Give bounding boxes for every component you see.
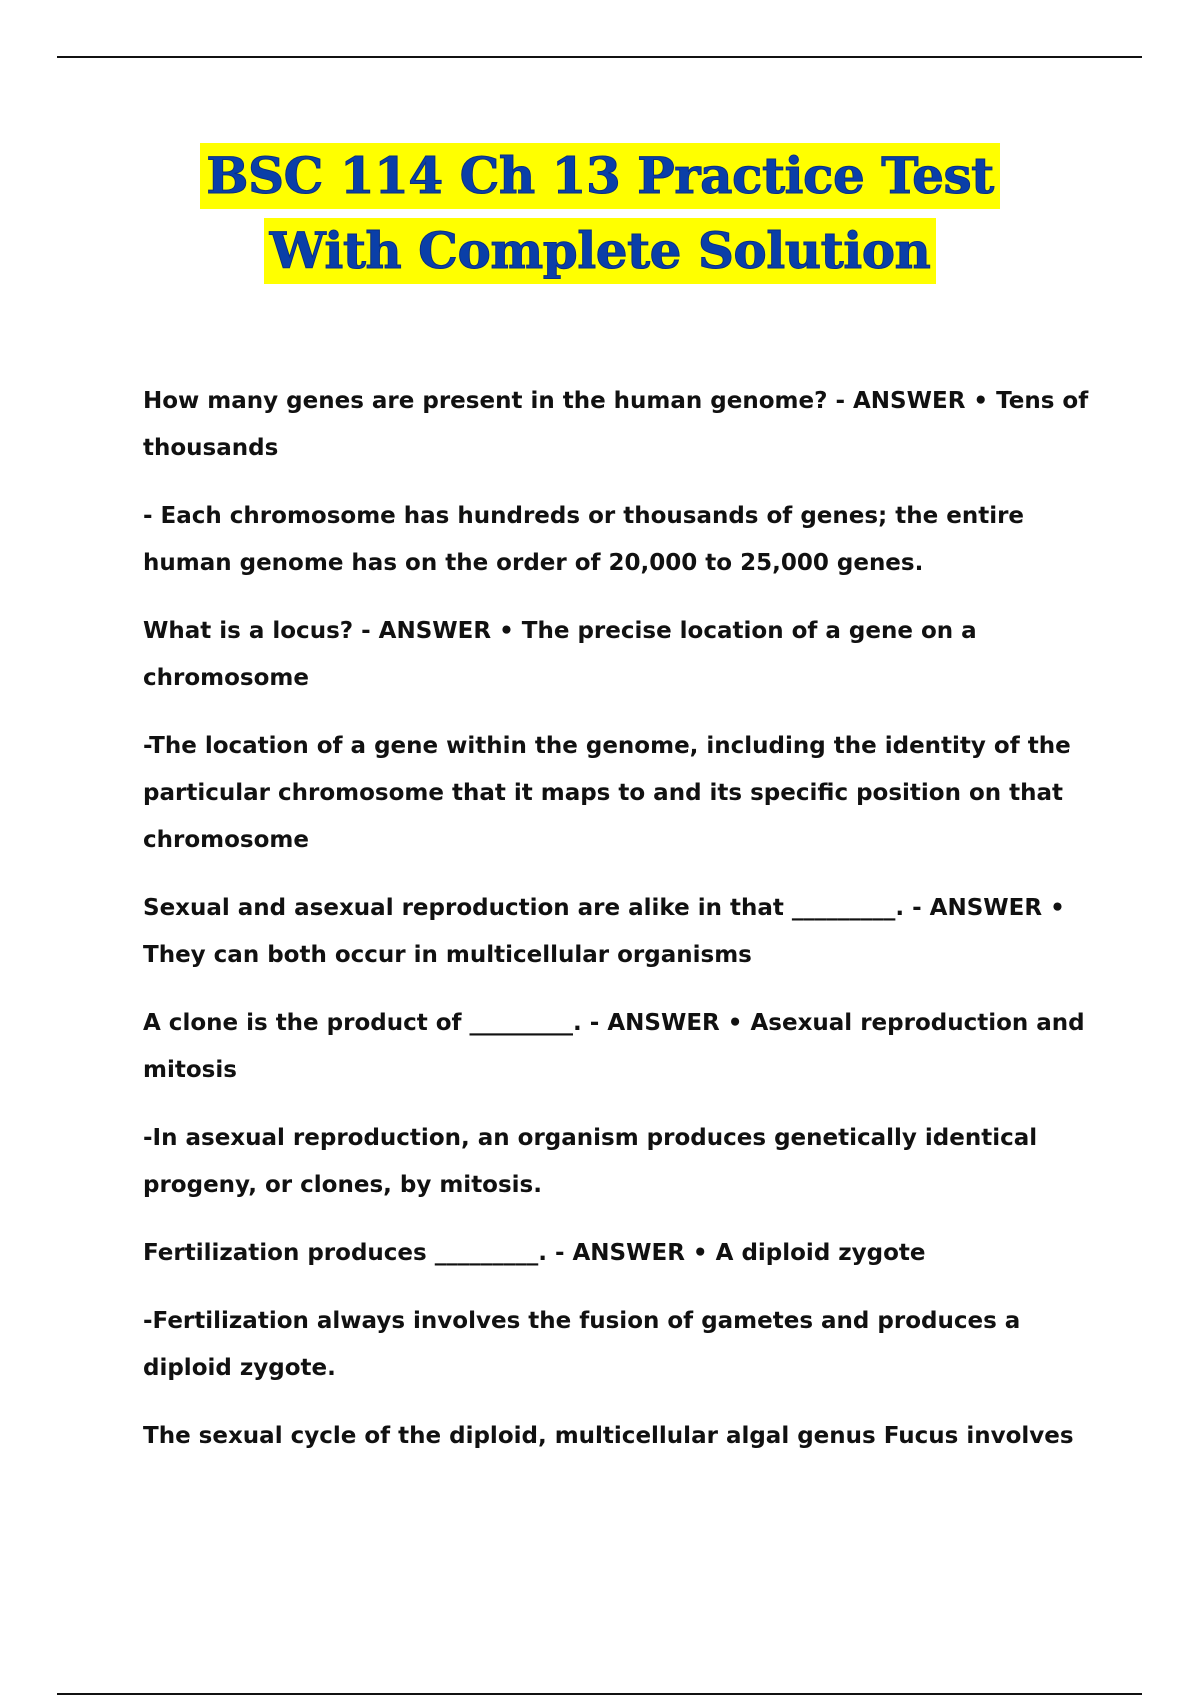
top-rule [57,56,1142,58]
paragraph: -In asexual reproduction, an organism produces genetically identical progeny, or clones, by mitosis. [143,1125,1038,1198]
bottom-rule [57,1693,1142,1695]
title-line-1: BSC 114 Ch 13 Practice Test [200,143,999,209]
paragraph: -Fertilization always involves the fusion of gametes and produces a diploid zygote. [143,1308,1021,1381]
paragraph: - Each chromosome has hundreds or thousands of genes; the entire human genome has on the order of 20,000 to 25,000 genes. [143,503,1025,576]
paragraph: A clone is the product of _________. - ANSWER • Asexual reproduction and mitosis [143,1010,1085,1083]
paragraph: -The location of a gene within the genome, including the identity of the particular chromosome that it maps to and its specific position on that chromosome [143,733,1071,853]
document-title [0,143,1200,284]
document-body [143,378,1103,1481]
paragraph: What is a locus? - ANSWER • The precise location of a gene on a chromosome [143,618,977,691]
title-line-2: With Complete Solution [264,218,937,284]
paragraph: The sexual cycle of the diploid, multicellular algal genus Fucus involves [143,1423,1074,1449]
paragraph: Sexual and asexual reproduction are alike in that _________. - ANSWER • They can both occur in multicellular organisms [143,895,1065,968]
paragraph: How many genes are present in the human genome? - ANSWER • Tens of thousands [143,388,1089,461]
paragraph: Fertilization produces _________. - ANSWER • A diploid zygote [143,1240,926,1266]
